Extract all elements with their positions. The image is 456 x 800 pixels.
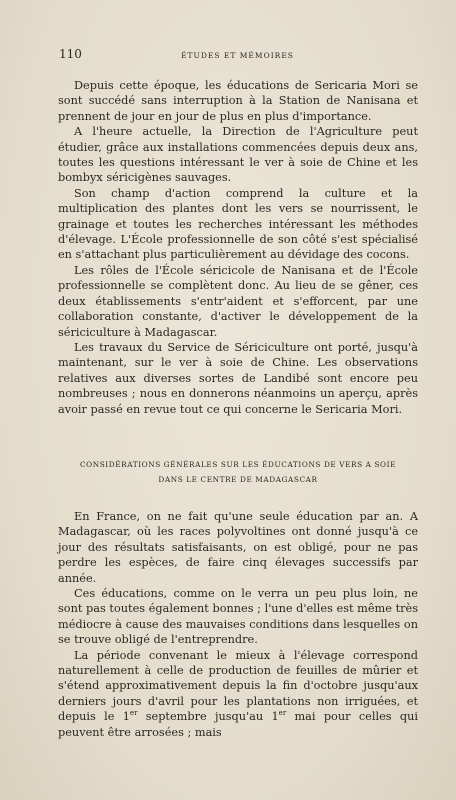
superscript: er [129,709,138,718]
section-heading-line-2: DANS LE CENTRE DE MADAGASCAR [158,474,318,484]
section-heading [58,457,418,487]
superscript: er [278,709,287,718]
paragraph-text: La période convenant le mieux à l'élevage correspond naturellement à celle de production de feuilles de mûrier et s'étend approximativement depuis la fin d'octobre jusqu'aux derniers jours d'avril pour les plantations non irriguées, et depuis le 1 [58,648,418,724]
paragraph: Depuis cette époque, les éducations de Sericaria Mori se sont succédé sans interruption à la Station de Nanisana et prennent de jour en jour de plus en plus d'importance. [58,79,418,123]
paragraph-last [58,648,418,740]
page-body [58,78,418,740]
paragraph: Les travaux du Service de Sériciculture ont porté, jusqu'à maintenant, sur le ver à soie de Chine. Les observations relatives aux diverses sortes de Landibé sont encore peu nombreuses ; nous en donnerons néanmoins un aperçu, après avoir passé en revue tout ce qui concerne le Sericaria Mori. [58,340,418,416]
paragraph: Son champ d'action comprend la culture et la multiplication des plantes dont les vers se nourrissent, le grainage et toutes les recherches intéressant les méthodes d'élevage. L'École professionnelle de son côté s'est spécialisé en s'attachant plus particulièrement au dévidage des cocons. [58,186,418,262]
page-number: 110 [59,47,82,61]
paragraph: En France, on ne fait qu'une seule éducation par an. A Madagascar, où les races polyvoltines ont donné jusqu'à ce jour des résultats satisfaisants, on est obligé, pour ne pas perdre les espèces, de faire cinq élevages successifs par année. [58,509,418,585]
paragraph-text: mai pour celles qui peuvent être arrosées ; mais [58,710,418,739]
section-heading-line-1: CONSIDÉRATIONS GÉNÉRALES SUR LES ÉDUCATIONS DE VERS A SOIE [79,459,397,469]
paragraph: Les rôles de l'École séricicole de Nanisana et de l'École professionnelle se complètent donc. Au lieu de se gêner, ces deux établissements s'entr'aident et s'efforcent, par une collaboration constante, d'activer le développement de la sériciculture à Madagascar. [58,263,418,339]
page-header [59,47,416,61]
running-title: ÉTUDES ET MÉMOIRES [181,51,294,60]
paragraph: Ces éducations, comme on le verra un peu plus loin, ne sont pas toutes également bonnes ; l'une d'elles est même très médiocre à cause des mauvaises conditions dans lesquelles on se trouve obligé de l'entreprendre. [58,586,418,647]
paragraph: A l'heure actuelle, la Direction de l'Agriculture peut étudier, grâce aux installations commencées depuis deux ans, toutes les questions intéressant le ver à soie de Chine et les bombyx séricigènes sauvages. [58,125,418,185]
paragraph-text: septembre jusqu'au 1 [137,710,279,724]
